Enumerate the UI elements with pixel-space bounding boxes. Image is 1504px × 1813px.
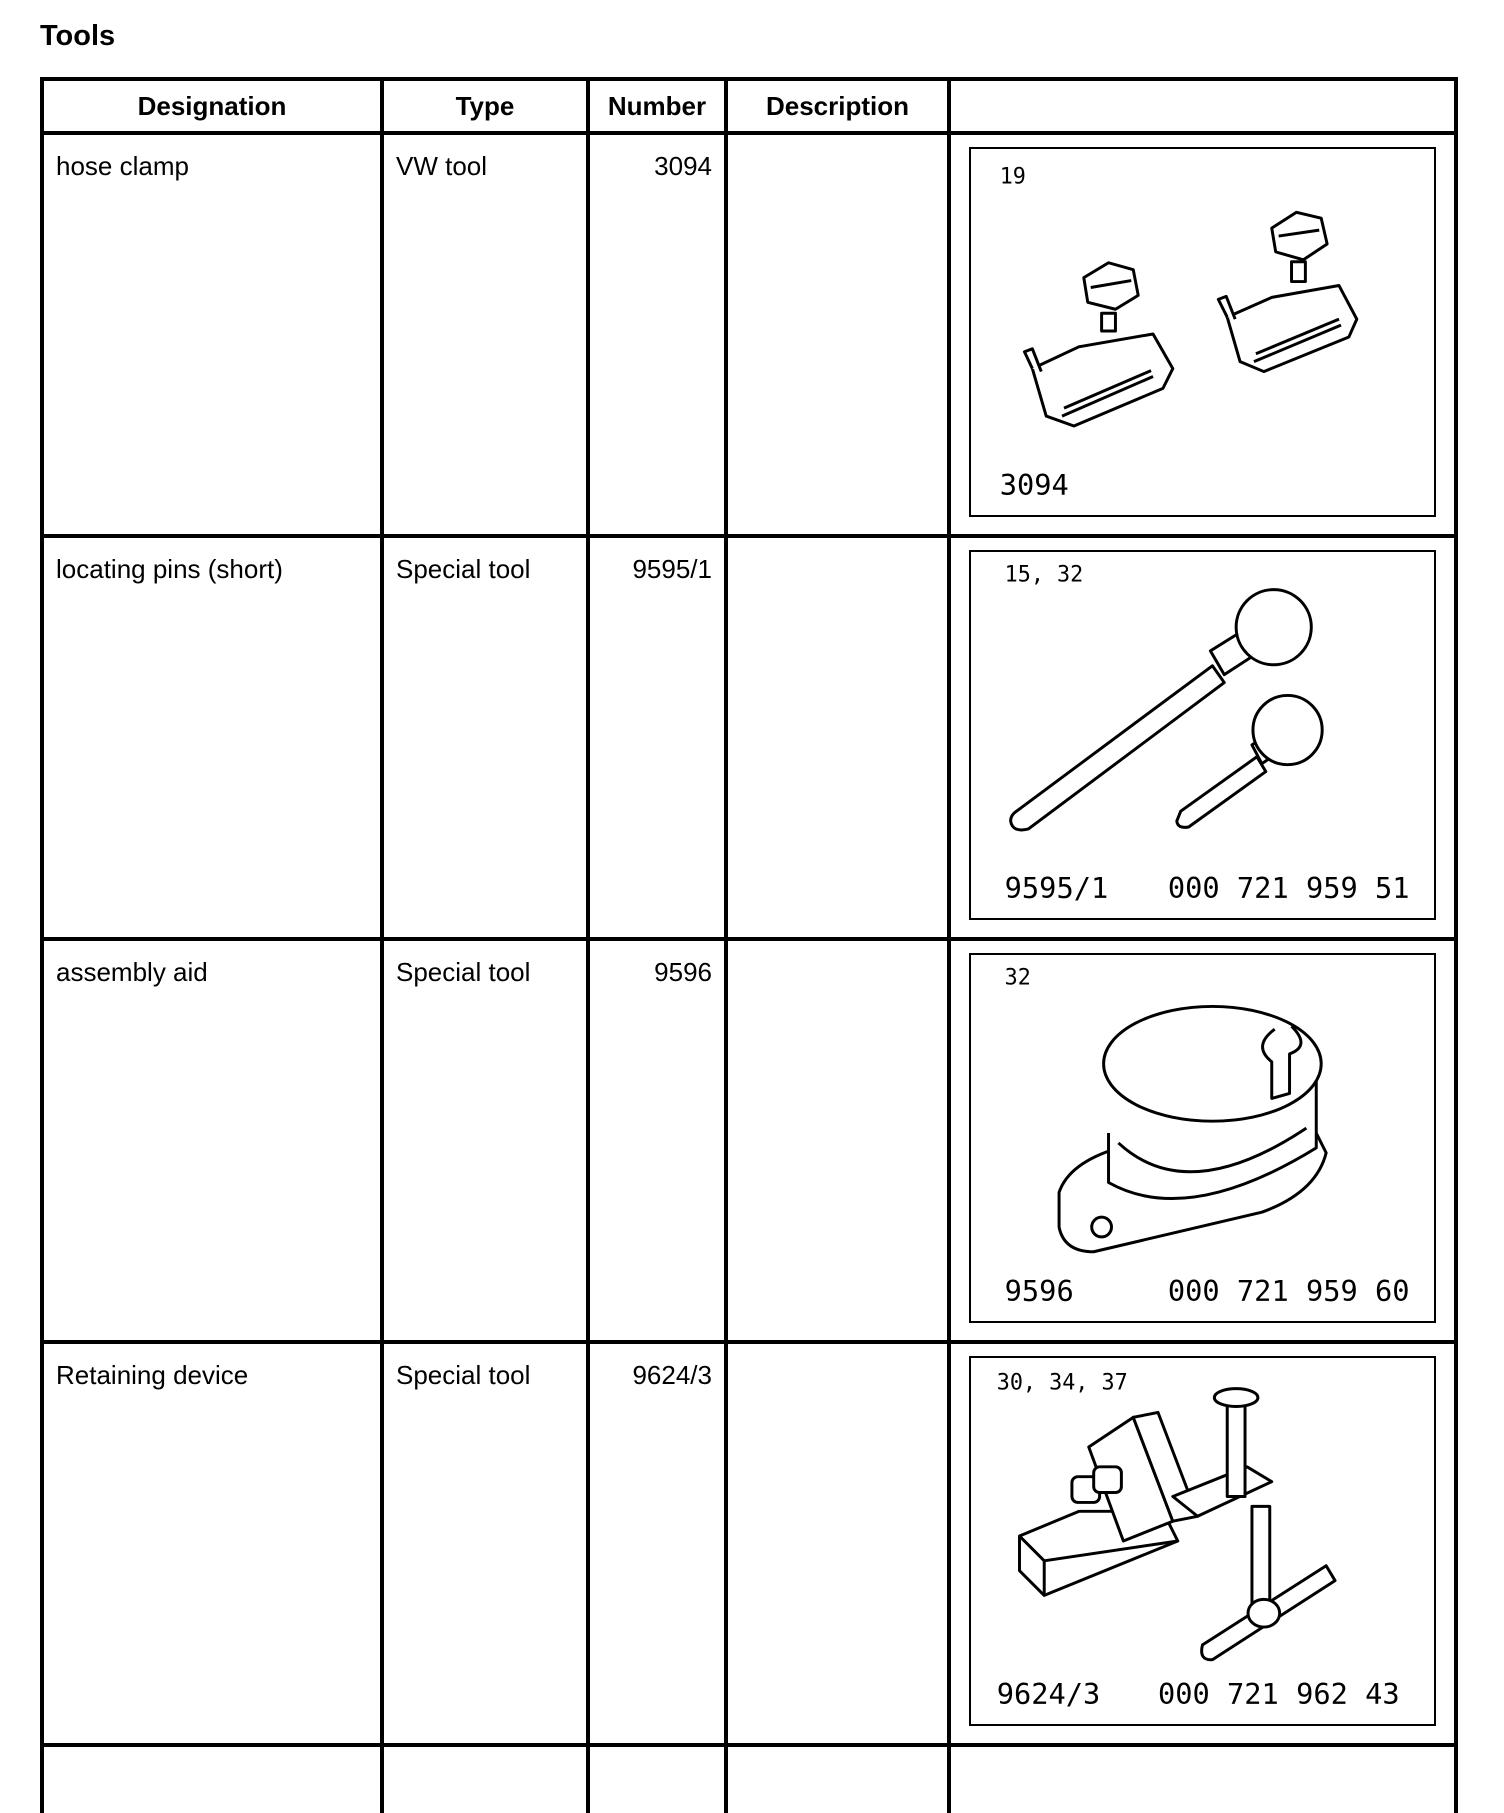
figure-part-number: 000 721 962 43 <box>1157 1677 1400 1712</box>
figure-page-ref: 15, 32 <box>1004 562 1084 588</box>
figure-label: 9595/1 <box>1004 871 1109 906</box>
assembly-aid-icon <box>971 955 1434 1321</box>
cell-designation: assembly aid <box>42 939 382 1342</box>
cell-designation: Retaining device <box>42 1342 382 1745</box>
figure-label: 9624/3 <box>996 1677 1101 1712</box>
table-row <box>42 1342 1456 1745</box>
table-header-row <box>42 79 1456 133</box>
figure-label: 9596 <box>1004 1274 1074 1309</box>
table-row <box>42 133 1456 536</box>
cell-empty <box>588 1745 726 1813</box>
figure-part-number: 000 721 959 51 <box>1167 871 1410 906</box>
cell-number: 9624/3 <box>588 1342 726 1745</box>
cell-number: 9595/1 <box>588 536 726 939</box>
cell-number: 3094 <box>588 133 726 536</box>
hose-clamp-icon <box>971 149 1434 515</box>
cell-empty <box>949 1745 1456 1813</box>
figure-page-ref: 19 <box>999 164 1026 190</box>
cell-empty <box>382 1745 588 1813</box>
table-row <box>42 1745 1456 1813</box>
cell-number: 9596 <box>588 939 726 1342</box>
header-image <box>949 79 1456 133</box>
cell-type: VW tool <box>382 133 588 536</box>
page-title: Tools <box>40 20 116 52</box>
cell-empty <box>42 1745 382 1813</box>
header-type: Type <box>382 79 588 133</box>
figure-label: 3094 <box>999 468 1069 503</box>
cell-designation: hose clamp <box>42 133 382 536</box>
cell-image <box>949 133 1456 536</box>
cell-description <box>726 133 949 536</box>
tool-figure <box>969 550 1436 920</box>
retaining-device-icon <box>971 1358 1434 1724</box>
figure-page-ref: 32 <box>1004 965 1031 991</box>
header-description: Description <box>726 79 949 133</box>
tool-figure <box>969 147 1436 517</box>
figure-page-ref: 30, 34, 37 <box>996 1370 1128 1396</box>
cell-image <box>949 1342 1456 1745</box>
table-row <box>42 939 1456 1342</box>
table-row <box>42 536 1456 939</box>
header-designation: Designation <box>42 79 382 133</box>
cell-image <box>949 939 1456 1342</box>
figure-part-number: 000 721 959 60 <box>1167 1274 1410 1309</box>
cell-type: Special tool <box>382 939 588 1342</box>
cell-type: Special tool <box>382 1342 588 1745</box>
header-number: Number <box>588 79 726 133</box>
cell-description <box>726 536 949 939</box>
cell-type: Special tool <box>382 536 588 939</box>
cell-designation: locating pins (short) <box>42 536 382 939</box>
tool-figure <box>969 1356 1436 1726</box>
cell-empty <box>726 1745 949 1813</box>
locating-pins-icon <box>971 552 1434 918</box>
tools-table <box>40 77 1458 1813</box>
cell-description <box>726 1342 949 1745</box>
cell-image <box>949 536 1456 939</box>
cell-description <box>726 939 949 1342</box>
tool-figure <box>969 953 1436 1323</box>
